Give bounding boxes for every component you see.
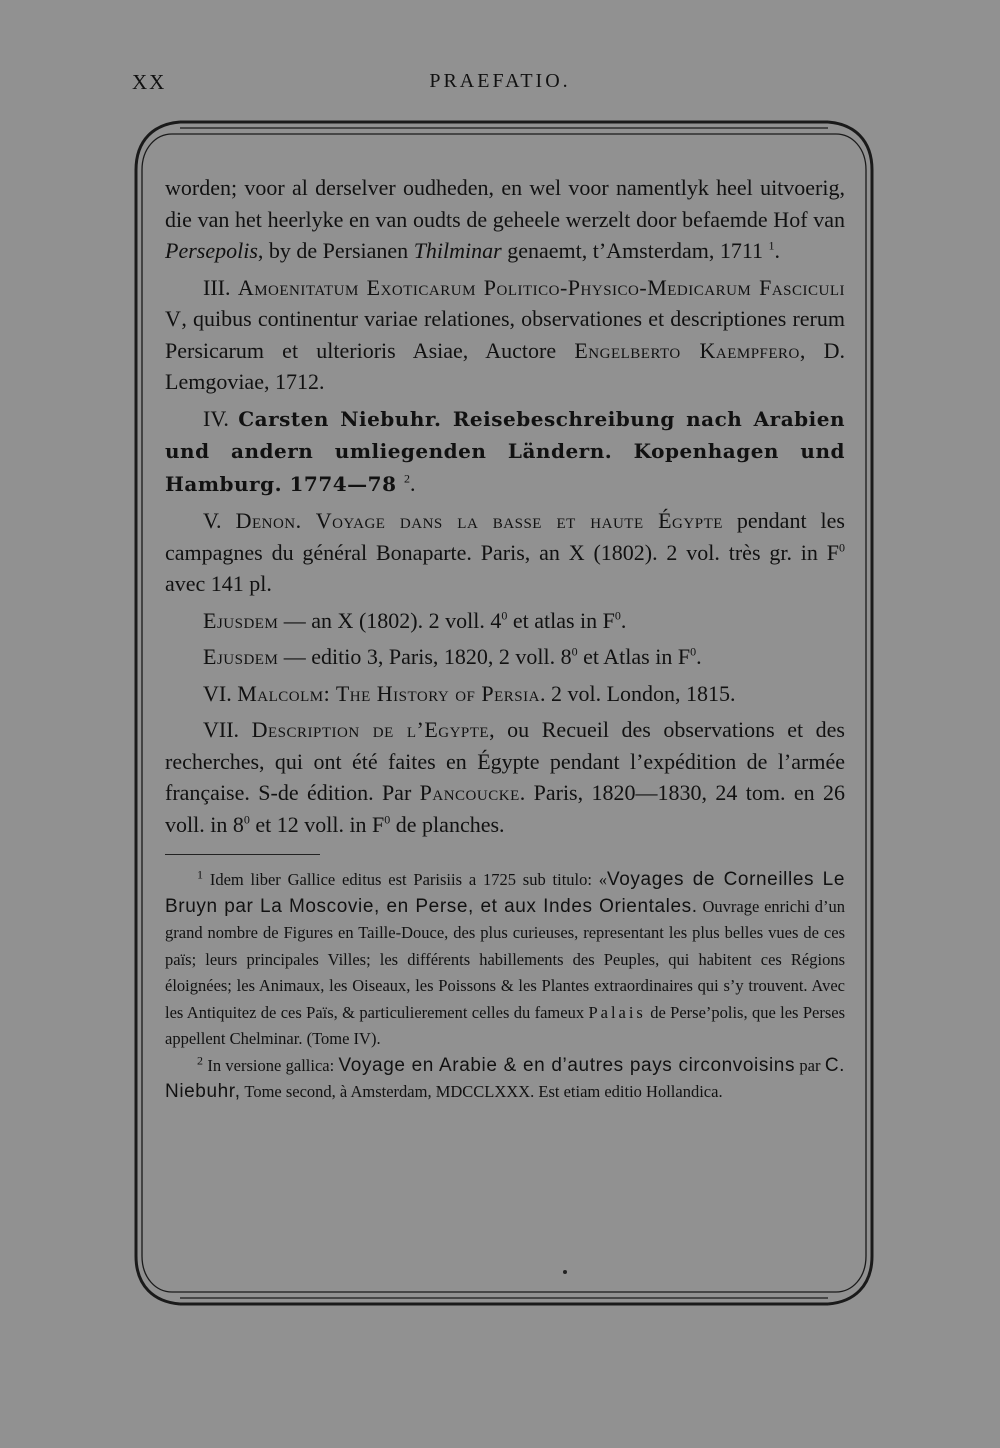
- text-run: . 2 vol. London, 1815.: [539, 680, 736, 706]
- text-run: et 12 voll. in F: [249, 811, 385, 837]
- ejusdem-label: Ejusdem: [203, 607, 279, 633]
- text-run: — editio 3, Paris, 1820, 2 voll. 8: [278, 644, 572, 669]
- text-run: , by de Persianen: [257, 238, 414, 263]
- footnote-1: [165, 867, 845, 1053]
- ejusdem-label: Ejusdem: [203, 644, 279, 669]
- text-run: .: [774, 238, 781, 263]
- work-title: Malcolm: The History of Persia: [237, 680, 540, 706]
- footnote-ref: 2: [403, 471, 410, 486]
- entry-ejusdem-1: [165, 605, 845, 637]
- text-run: .: [620, 607, 627, 633]
- work-title: Denon. Voyage dans la basse et haute Égypte: [235, 508, 723, 533]
- superscript: 0: [690, 644, 697, 659]
- text-run: de planches.: [390, 811, 505, 837]
- text-run: Idem liber Gallice editus est Parisiis a 1725 sub titulo: «: [203, 870, 608, 889]
- superscript: 0: [243, 812, 250, 827]
- text-run: Tome second, à Amsterdam, MDCCLXXX. Est etiam editio Hollandica.: [240, 1082, 723, 1101]
- text-run: , quibus continentur variae relationes, observationes et descriptiones rerum Persicarum et ulterioris Asiae, Auctore: [165, 306, 845, 363]
- author-name: Pancoucke: [419, 780, 520, 805]
- text-run: In versione gallica:: [203, 1055, 339, 1075]
- text-run: avec 141 pl.: [165, 571, 272, 596]
- text-run: , D. Lemgoviae, 1712.: [165, 337, 845, 394]
- footnote-divider: [165, 854, 320, 855]
- text-run: .: [409, 470, 416, 496]
- text-run: worden; voor al derselver oudheden, en wel voor namentlyk heel uitvoerig, die van het heerlyke en van oudts de geheele werzelt door befaemde Hof van: [165, 175, 845, 232]
- entry-number: VI.: [203, 680, 238, 706]
- spaced-word: Palais: [588, 1002, 646, 1022]
- superscript: 0: [614, 608, 621, 623]
- superscript: 0: [501, 608, 508, 623]
- entry-number: IV.: [203, 405, 239, 431]
- place-name: Thilminar: [413, 238, 502, 263]
- text-run: et Atlas in F: [577, 644, 691, 669]
- page-header: [0, 0, 1000, 110]
- text-run: .: [696, 644, 702, 669]
- superscript: 0: [839, 540, 845, 555]
- ink-dot: [563, 1270, 567, 1274]
- text-run: — an X (1802). 2 voll. 4: [278, 607, 502, 633]
- page-body: [165, 172, 845, 1106]
- running-title: PRAEFATIO.: [429, 70, 571, 92]
- entry-ejusdem-2: [165, 641, 845, 673]
- page-number: XX: [132, 70, 167, 94]
- author-name: C. Niebuhr,: [165, 1054, 846, 1102]
- entry-vii: [165, 714, 845, 840]
- footnote-mark: 2: [197, 1053, 203, 1067]
- superscript: 0: [571, 644, 578, 659]
- entry-iv: [165, 403, 845, 501]
- footnote-ref: 1: [768, 238, 775, 253]
- entry-iii: [165, 272, 845, 398]
- entry-continued: [165, 172, 845, 267]
- text-run: par: [795, 1055, 825, 1075]
- text-run: Ouvrage enrichi d’un grand nombre de Figures en Taille-Douce, des plus curieuses, representant les plus belles vues de ces païs; leurs principales Villes; les différents habillements des Peuples, qui habitent ces Régions éloignées; les Animaux, les Oiseaux, les Poissons & les Plantes extraordinaires qui s’y trouvent. Avec les Antiquitez de ces Païs, & particulierement celles du fameux: [165, 896, 845, 1022]
- author-name: Engelberto Kaempfero: [574, 337, 800, 363]
- text-run: et atlas in F: [507, 607, 615, 633]
- superscript: 0: [384, 812, 391, 827]
- entry-number: III.: [203, 274, 238, 300]
- french-title: Voyages de Corneilles Le Bruyn par La Moscovie, en Perse, et aux Indes Orientales.: [165, 869, 845, 917]
- fraktur-text: Carsten Niebuhr. Reisebeschreibung nach Arabien und andern umliegenden Ländern. Kopenhagen und Hamburg. 1774—78: [165, 406, 845, 496]
- french-title: Voyage en Arabie & en d’autres pays circonvoisins: [338, 1054, 796, 1076]
- text-run: , ou Recueil des observations et des recherches, qui ont été faites en Égypte pendant l’expédition de l’armée française. S-de édition. Par: [165, 717, 845, 805]
- text-run: de Perse’polis, que les Perses appellent Chelminar. (Tome IV).: [165, 1002, 845, 1048]
- text-run: pendant les campagnes du général Bonaparte. Paris, an X (1802). 2 vol. très gr. in F: [165, 508, 845, 565]
- entry-vi: [165, 678, 845, 710]
- text-run: genaemt, t’Amsterdam, 1711: [501, 238, 769, 263]
- entry-v: [165, 505, 845, 600]
- footnote-2: [165, 1053, 845, 1106]
- text-run: . Paris, 1820—1830, 24 tom. en 26 voll. in 8: [165, 780, 845, 837]
- footnote-mark: 1: [197, 867, 203, 882]
- work-title: Amoenitatum Exoticarum Politico-Physico-Medicarum Fasciculi V: [165, 274, 845, 331]
- work-title: Description de l’Egypte: [251, 717, 490, 742]
- entry-number: V.: [203, 508, 236, 533]
- place-name: Persepolis: [165, 238, 258, 263]
- entry-number: VII.: [203, 717, 252, 742]
